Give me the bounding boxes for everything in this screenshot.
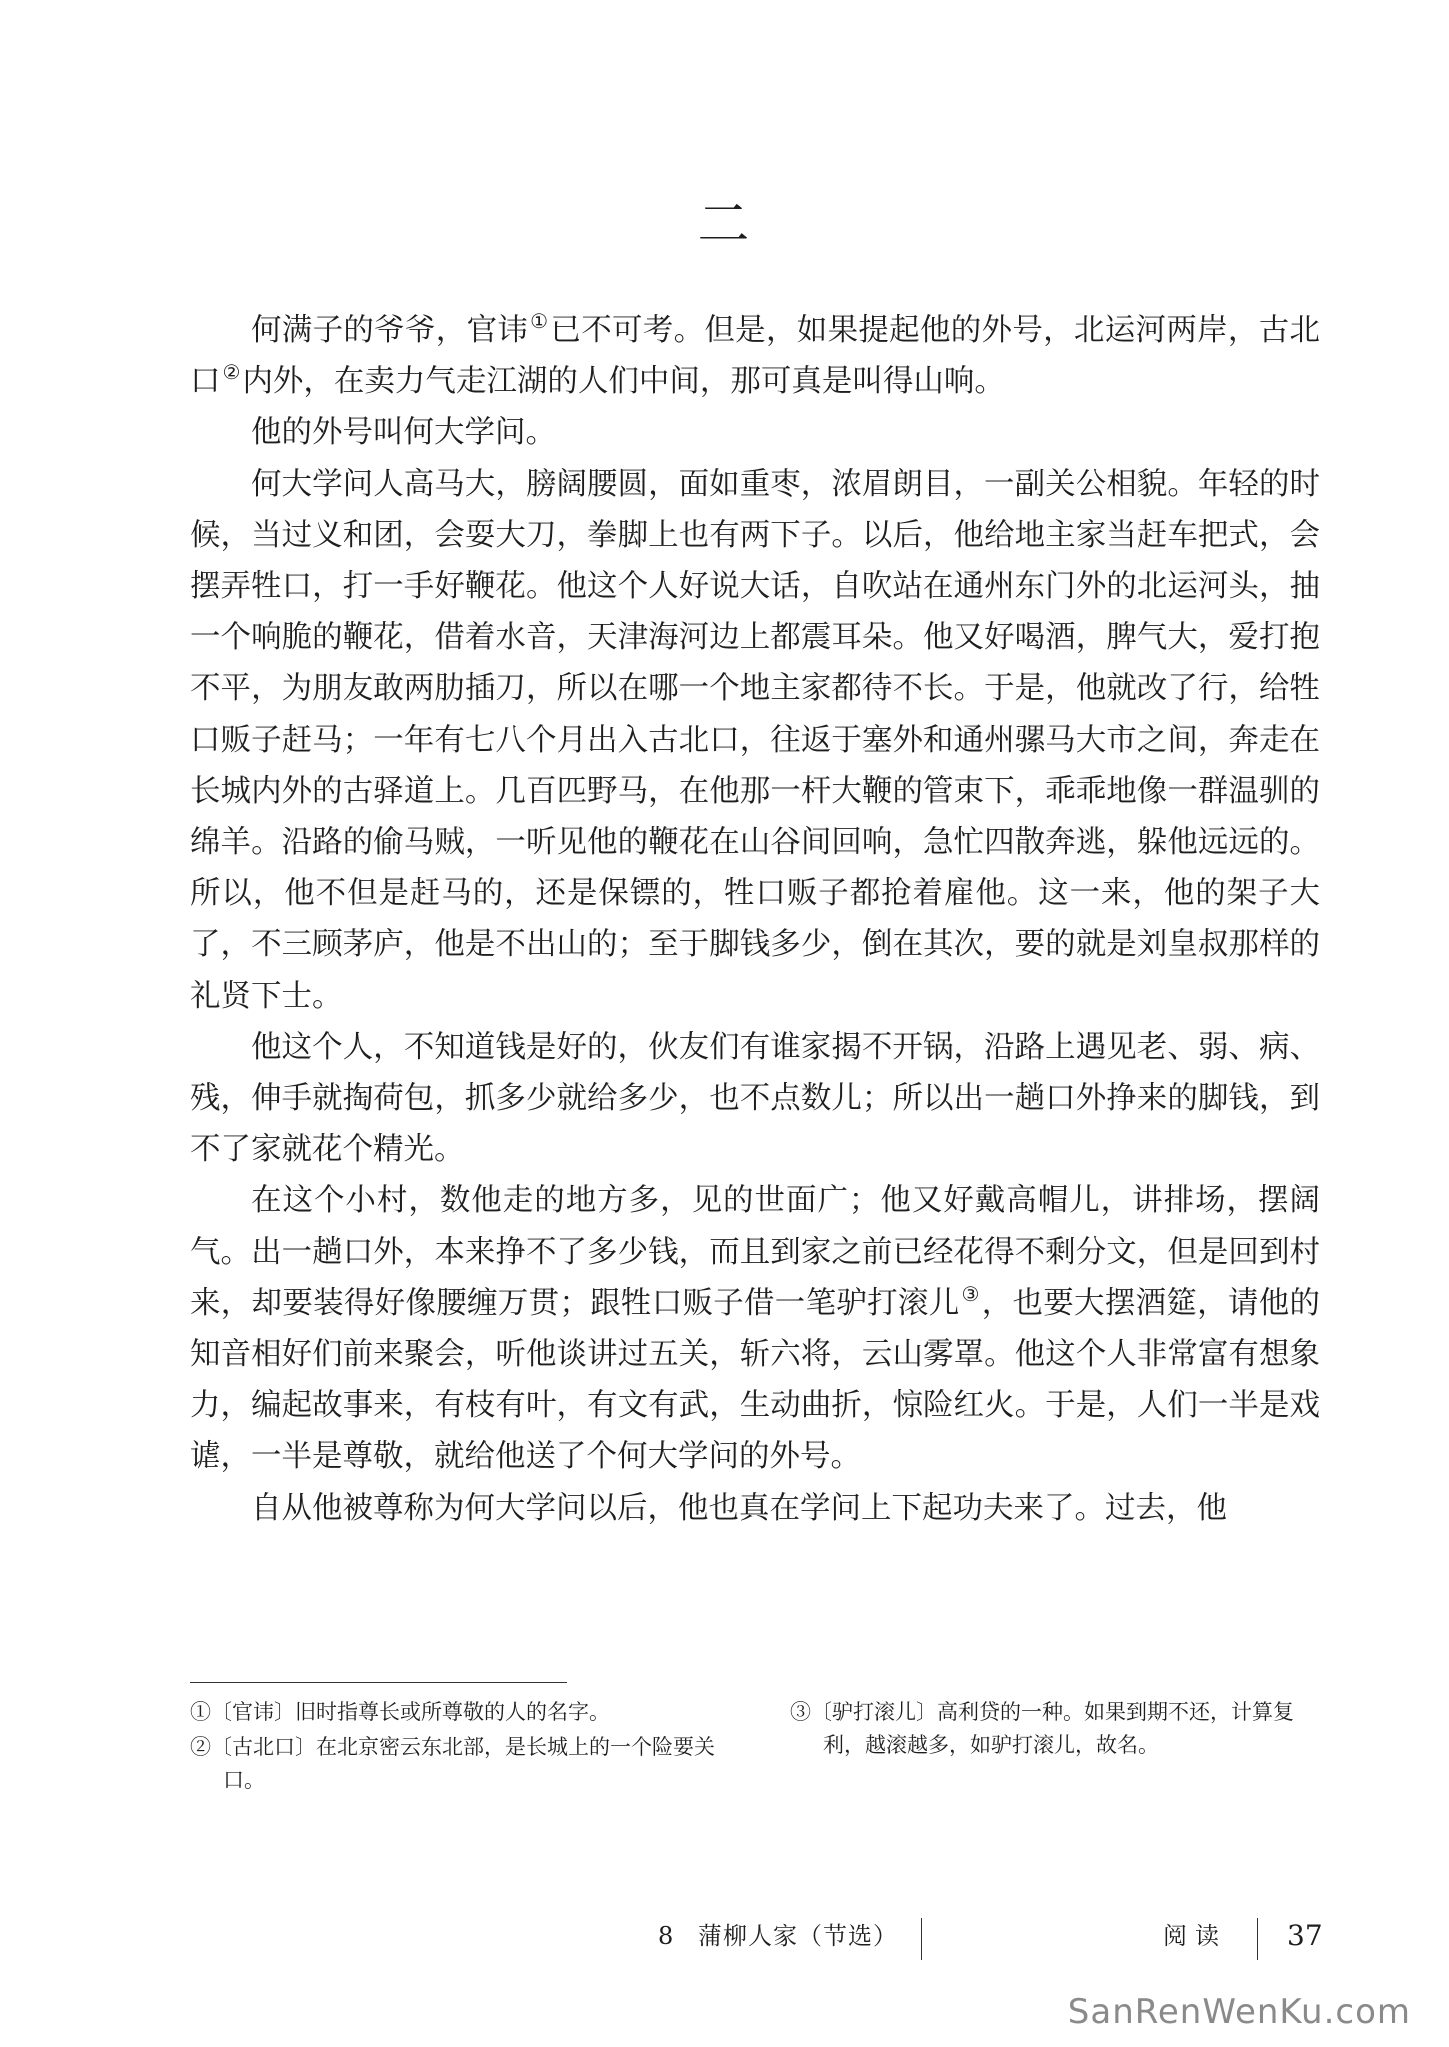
footnote-marker: ② [222,360,241,385]
text-run: 内外，在卖力气走江湖的人们中间，那可真是叫得山响。 [242,364,1005,400]
paragraph: 自从他被尊称为何大学问以后，他也真在学问上下起功夫来了。过去，他 [251,1490,1227,1526]
paragraph: 他这个人，不知道钱是好的，伙友们有谁家揭不开锅，沿路上遇见老、弱、病、残，伸手就掏荷包，抓多少就给多少，也不点数儿；所以出一趟口外挣来的脚钱，到不了家就花个精光。 [190,1029,1320,1168]
footnote-marker: ① [530,309,549,333]
text-run: 何满子的爷爷，官讳 [251,313,529,348]
footer-divider [1257,1918,1258,1960]
lesson-title: 蒲柳人家（节选） [698,1922,898,1950]
text-run: 在这个小村，数他走的地方多，见的世面广；他又好戴高帽儿，讲排场，摆阔气。出一趟口外，本来挣不了多少钱，而且到家之前已经花得不剩分文，但是回到村来，却要装得好像腰缠万贯；跟牲口贩子借一笔驴打滚儿 [190,1183,1320,1321]
footnote: ①〔官讳〕旧时指尊长或所尊敬的人的名字。 [190,1700,610,1724]
body-text [190,305,1320,1534]
footnote-divider [190,1682,567,1683]
section-heading: 二 [697,195,752,255]
paragraph [190,305,1320,407]
footnote: ②〔古北口〕在北京密云东北部，是长城上的一个险要关口。 [190,1735,715,1792]
text-run: ，也要大摆酒筵，请他的知音相好们前来聚会，听他谈讲过五关，斩六将，云山雾罩。他这个人非常富有想象力，编起故事来，有枝有叶，有文有武，生动曲折，惊险红火。于是，人们一半是戏谑，一半是尊敬，就给他送了个何大学问的外号。 [190,1285,1321,1475]
footnote: ③〔驴打滚儿〕高利贷的一种。如果到期不还，计算复利，越滚越多，如驴打滚儿，故名。 [790,1700,1294,1757]
paragraph: 他的外号叫何大学问。 [251,415,556,451]
lesson-number: 8 [658,1922,674,1950]
footnote-marker: ③ [961,1281,980,1306]
footnotes-right-column [790,1696,1330,1764]
paragraph: 何大学问人高马大，膀阔腰圆，面如重枣，浓眉朗目，一副关公相貌。年轻的时候，当过义和团，会耍大刀，拳脚上也有两下子。以后，他给地主家当赶车把式，会摆弄牲口，打一手好鞭花。他这个人好说大话，自吹站在通州东门外的北运河头，抽一个响脆的鞭花，借着水音，天津海河边上都震耳朵。他又好喝酒，脾气大，爱打抱不平，为朋友敢两肋插刀，所以在哪一个地主家都待不长。于是，他就改了行，给牲口贩子赶马；一年有七八个月出入古北口，往返于塞外和通州骡马大市之间，奔走在长城内外的古驿道上。几百匹野马，在他那一杆大鞭的管束下，乖乖地像一群温驯的绵羊。沿路的偷马贼，一听见他的鞭花在山谷间回响，急忙四散奔逃，躲他远远的。所以，他不但是赶马的，还是保镖的，牲口贩子都抢着雇他。这一来，他的架子大了，不三顾茅庐，他是不出山的；至于脚钱多少，倒在其次，要的就是刘皇叔那样的礼贤下士。 [190,466,1320,1014]
text-run: 已不可考。但是，如果提起他的外号，北运河两岸，古北口 [190,313,1321,400]
footer-divider [921,1918,922,1960]
footnotes-left-column [190,1696,735,1799]
paragraph [190,1175,1320,1482]
section-label: 阅读 [1163,1922,1227,1950]
page-number: 37 [1287,1919,1323,1952]
watermark: SanRenWenKu.com [1067,1992,1411,2032]
